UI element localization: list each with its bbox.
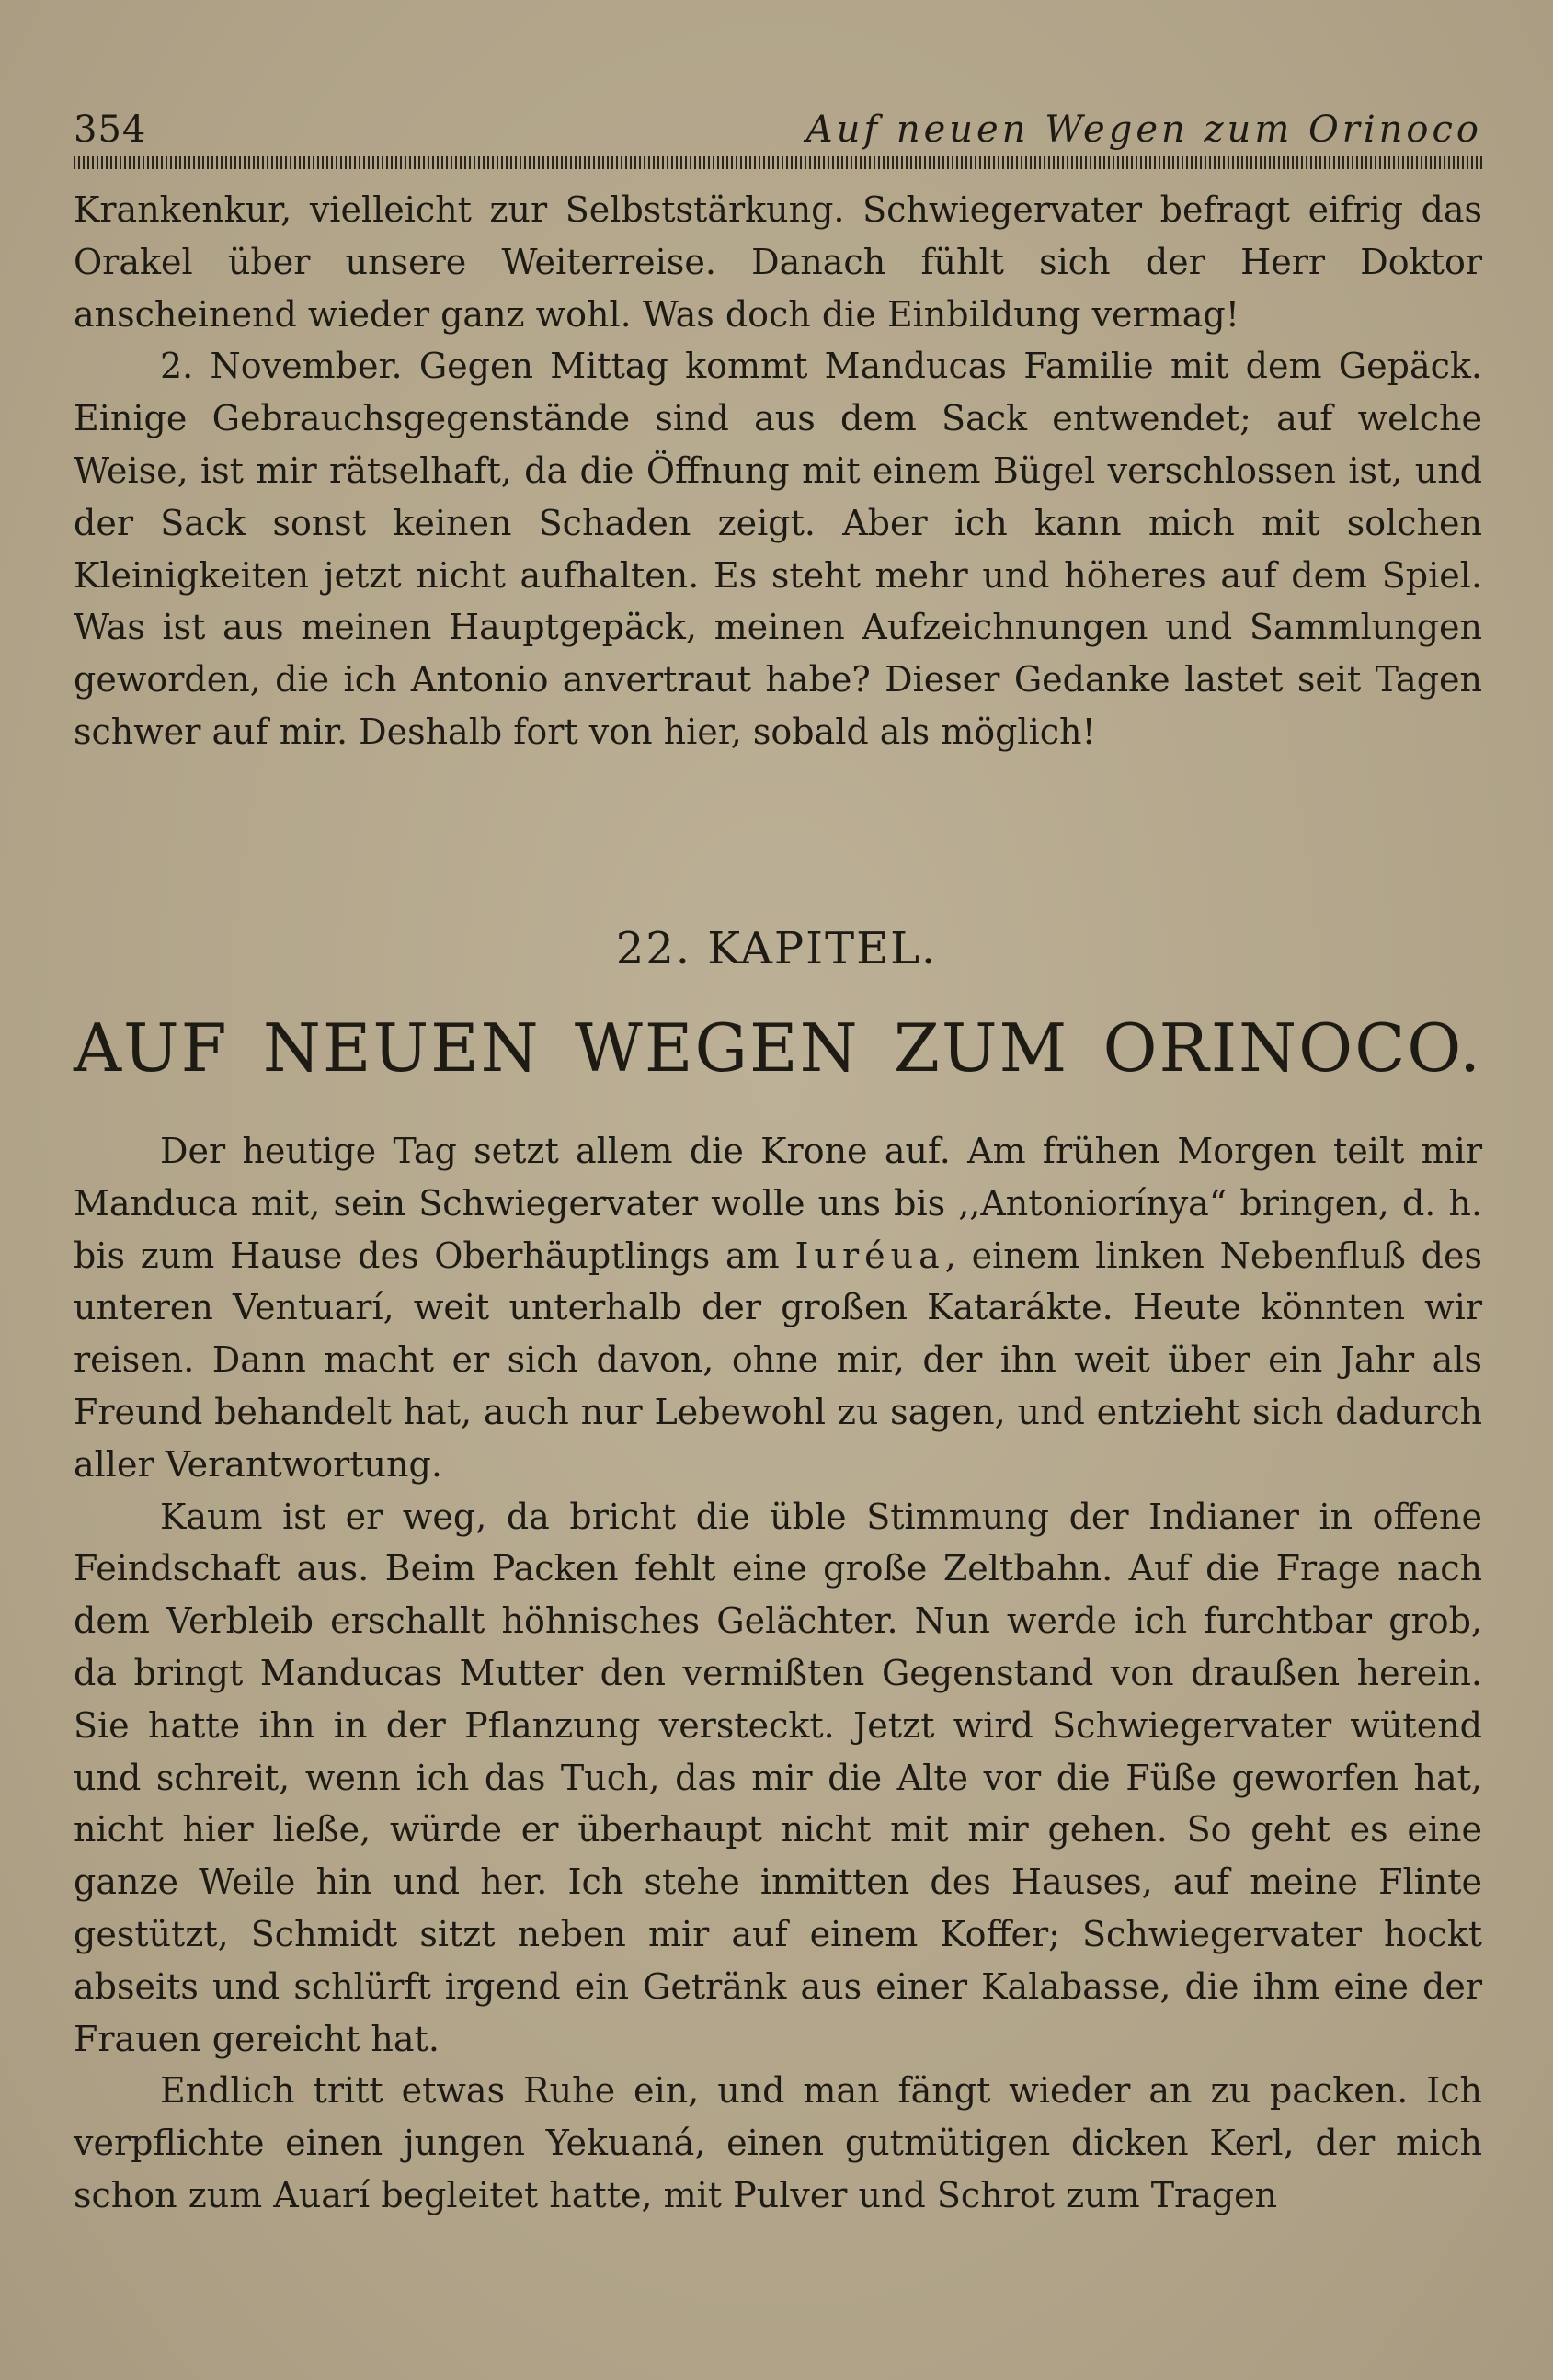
text-block-chapter [74,1125,1482,2222]
page-header [74,108,1482,154]
paragraph-continued: Krankenkur, vielleicht zur Selbststärkung. Schwiegervater befragt eifrig das Orakel über unsere Weiterreise. Danach fühlt sich der Herr Doktor anscheinend wieder ganz wohl. Was doch die Einbildung vermag! [74,189,1482,335]
paragraph-text: Der heutige Tag setzt allem die Krone auf. Am frühen Morgen teilt mir Manduca mit, sein Schwiegervater wolle uns bis ,,Antoniorínya“ bringen, d. h. bis zum Hause des Oberhäuptlings am [74,1131,1482,1276]
header-rule [74,156,1482,169]
paragraph-packing: Endlich tritt etwas Ruhe ein, und man fängt wieder an zu packen. Ich verpflichte einen jungen Yekuaná, einen gutmütigen dicken Kerl, der mich schon zum Auarí begleitet hatte, mit Pulver und Schrot zum Tragen [74,2070,1482,2215]
text-block-before-chapter [74,184,1482,758]
paragraph-november: 2. November. Gegen Mittag kommt Manducas Familie mit dem Gepäck. Einige Gebrauchsgegenstände sind aus dem Sack entwendet; auf welche Weise, ist mir rätselhaft, da die Öffnung mit einem Bügel verschlossen ist, und der Sack sonst keinen Schaden zeigt. Aber ich kann mich mit solchen Kleinigkeiten jetzt nicht aufhalten. Es steht mehr und höheres auf dem Spiel. Was ist aus meinen Hauptgepäck, meinen Aufzeichnungen und Sammlungen geworden, die ich Antonio anvertraut habe? Dieser Gedanke lastet seit Tagen schwer auf mir. Deshalb fort von hier, sobald als möglich! [74,346,1482,752]
page-number: 354 [74,108,147,151]
paragraph-opening [74,1125,1482,1491]
river-name: Iuréua [794,1235,945,1276]
running-title: Auf neuen Wegen zum Orinoco [805,108,1482,151]
paragraph-conflict: Kaum ist er weg, da bricht die üble Stimmung der Indianer in offene Feindschaft aus. Beim Packen fehlt eine große Zeltbahn. Auf die Frage nach dem Verbleib erschallt höhnisches Gelächter. Nun werde ich furchtbar grob, da bringt Manducas Mutter den vermißten Gegenstand von draußen herein. Sie hatte ihn in der Pflanzung versteckt. Jetzt wird Schwiegervater wütend und schreit, wenn ich das Tuch, das mir die Alte vor die Füße geworfen hat, nicht hier ließe, würde er überhaupt nicht mit mir gehen. So geht es eine ganze Weile hin und her. Ich stehe inmitten des Hauses, auf meine Flinte gestützt, Schmidt sitzt neben mir auf einem Koffer; Schwiegervater hockt abseits und schlürft irgend ein Getränk aus einer Kalabasse, die ihm eine der Frauen gereicht hat. [74,1496,1482,2059]
chapter-number: 22. KAPITEL. [615,923,938,974]
chapter-title: AUF NEUEN WEGEN ZUM ORINOCO. [74,1009,1482,1087]
paragraph-text: , einem linken Nebenfluß des unteren Ventuarí, weit unterhalb der großen Katarákte. Heute könnten wir reisen. Dann macht er sich davon, ohne mir, der ihn weit über ein Jahr als Freund behandelt hat, auch nur Lebewohl zu sagen, und entzieht sich dadurch aller Verantwortung. [74,1235,1482,1485]
